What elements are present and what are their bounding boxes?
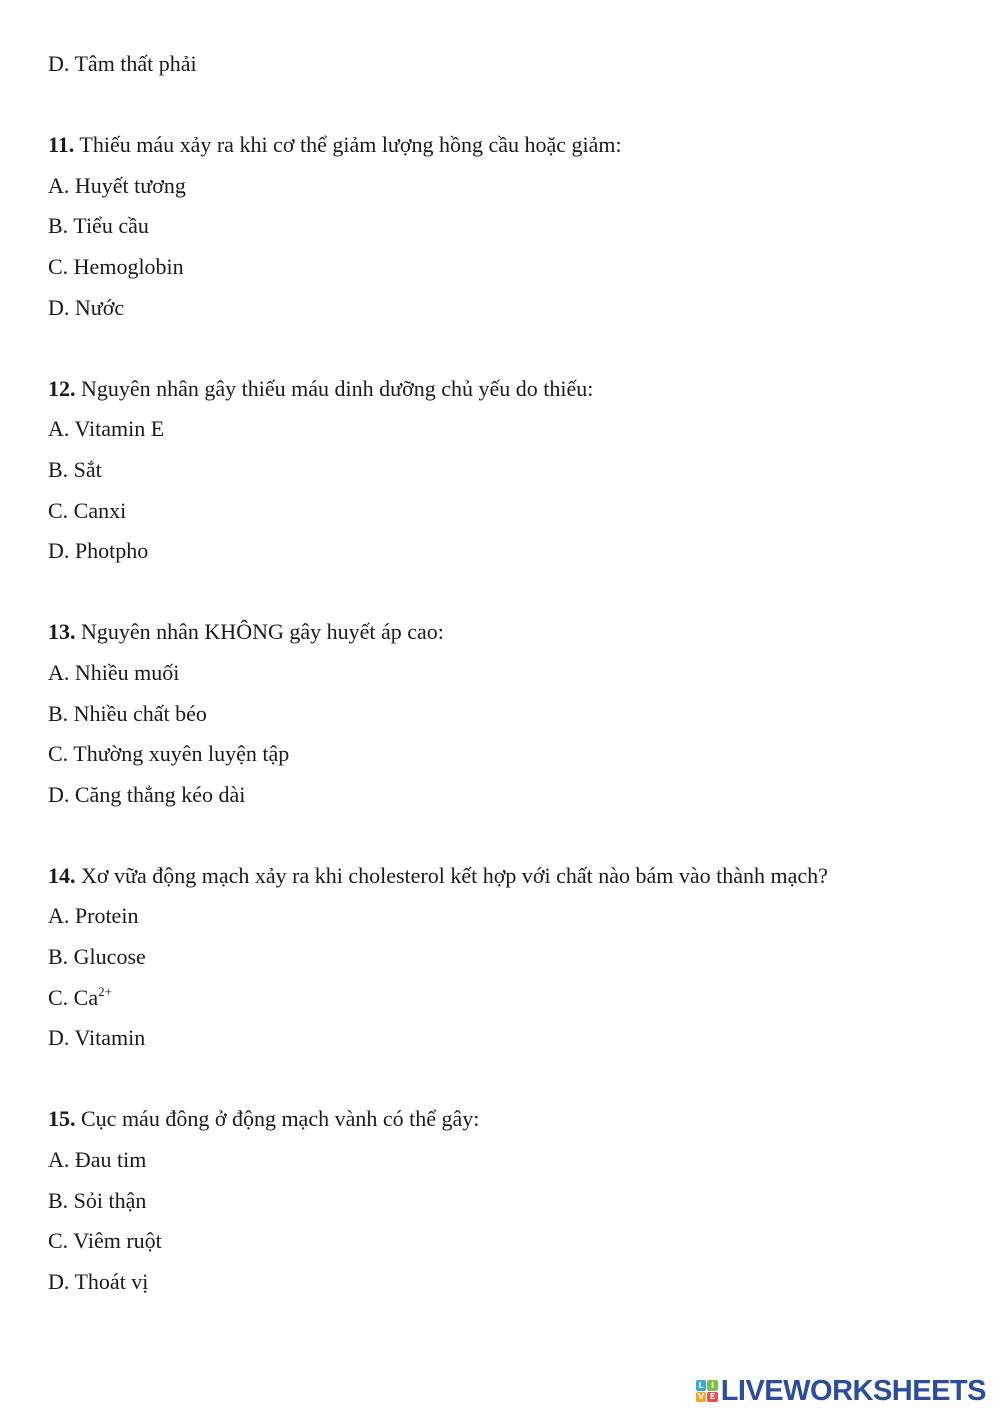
answer-option[interactable]: B. Nhiều chất béo (48, 700, 207, 726)
answer-option[interactable] (48, 978, 960, 1019)
question-12 (48, 369, 960, 572)
logo-tile-i: I (707, 1380, 718, 1391)
logo-tile-l: L (696, 1380, 707, 1391)
answer-option[interactable]: A. Nhiều muối (48, 659, 180, 685)
answer-option[interactable]: B. Sắt (48, 456, 102, 482)
logo-tile-v: V (696, 1392, 707, 1403)
question-text (48, 1099, 960, 1140)
logo-tile-e: E (707, 1392, 718, 1403)
question-14 (48, 856, 960, 1059)
answer-option[interactable]: C. Thường xuyên luyện tập (48, 741, 290, 767)
answer-option-text: C. Ca (48, 984, 99, 1010)
question-stem: Cục máu đông ở động mạch vành có thể gây: (75, 1106, 480, 1132)
question-text (48, 856, 960, 897)
question-15 (48, 1099, 960, 1302)
liveworksheets-watermark (696, 1376, 986, 1406)
previous-question-tail (48, 44, 960, 85)
answer-option[interactable]: B. Glucose (48, 944, 146, 970)
brand-name: LIVEWORKSHEETS (720, 1374, 986, 1407)
answer-option[interactable]: D. Photpho (48, 538, 149, 564)
question-number: 15. (48, 1106, 76, 1132)
answer-option[interactable]: D. Căng thẳng kéo dài (48, 781, 246, 807)
question-stem: Nguyên nhân KHÔNG gây huyết áp cao: (75, 619, 444, 645)
ion-charge-superscript: 2+ (98, 983, 112, 999)
question-text (48, 369, 960, 410)
question-text (48, 612, 960, 653)
question-text (48, 125, 960, 166)
question-number: 14. (48, 862, 76, 888)
answer-option[interactable]: D. Nước (48, 294, 125, 320)
answer-option[interactable]: C. Viêm ruột (48, 1228, 162, 1254)
answer-option[interactable]: A. Vitamin E (48, 416, 165, 442)
answer-option[interactable]: D. Tâm thất phải (48, 51, 197, 76)
question-13 (48, 612, 960, 815)
answer-option[interactable]: A. Đau tim (48, 1147, 147, 1173)
answer-option[interactable]: C. Hemoglobin (48, 253, 184, 279)
worksheet-page (48, 44, 960, 1343)
question-number: 13. (48, 619, 76, 645)
answer-option[interactable]: A. Protein (48, 903, 139, 929)
question-stem: Xơ vữa động mạch xảy ra khi cholesterol kết hợp với chất nào bám vào thành mạch? (75, 862, 828, 888)
answer-option[interactable]: D. Vitamin (48, 1025, 146, 1051)
answer-option[interactable]: D. Thoát vị (48, 1268, 149, 1294)
question-number: 12. (48, 375, 76, 401)
question-number: 11. (48, 132, 75, 158)
answer-option[interactable]: B. Sỏi thận (48, 1187, 147, 1213)
question-stem: Thiếu máu xảy ra khi cơ thể giảm lượng hồng cầu hoặc giảm: (74, 132, 622, 158)
question-11 (48, 125, 960, 328)
answer-option[interactable]: A. Huyết tương (48, 172, 186, 198)
question-stem: Nguyên nhân gây thiếu máu dinh dưỡng chủ yếu do thiếu: (75, 375, 594, 401)
answer-option[interactable]: B. Tiểu cầu (48, 213, 149, 239)
answer-option[interactable]: C. Canxi (48, 497, 127, 523)
liveworksheets-logo-icon (696, 1380, 718, 1402)
